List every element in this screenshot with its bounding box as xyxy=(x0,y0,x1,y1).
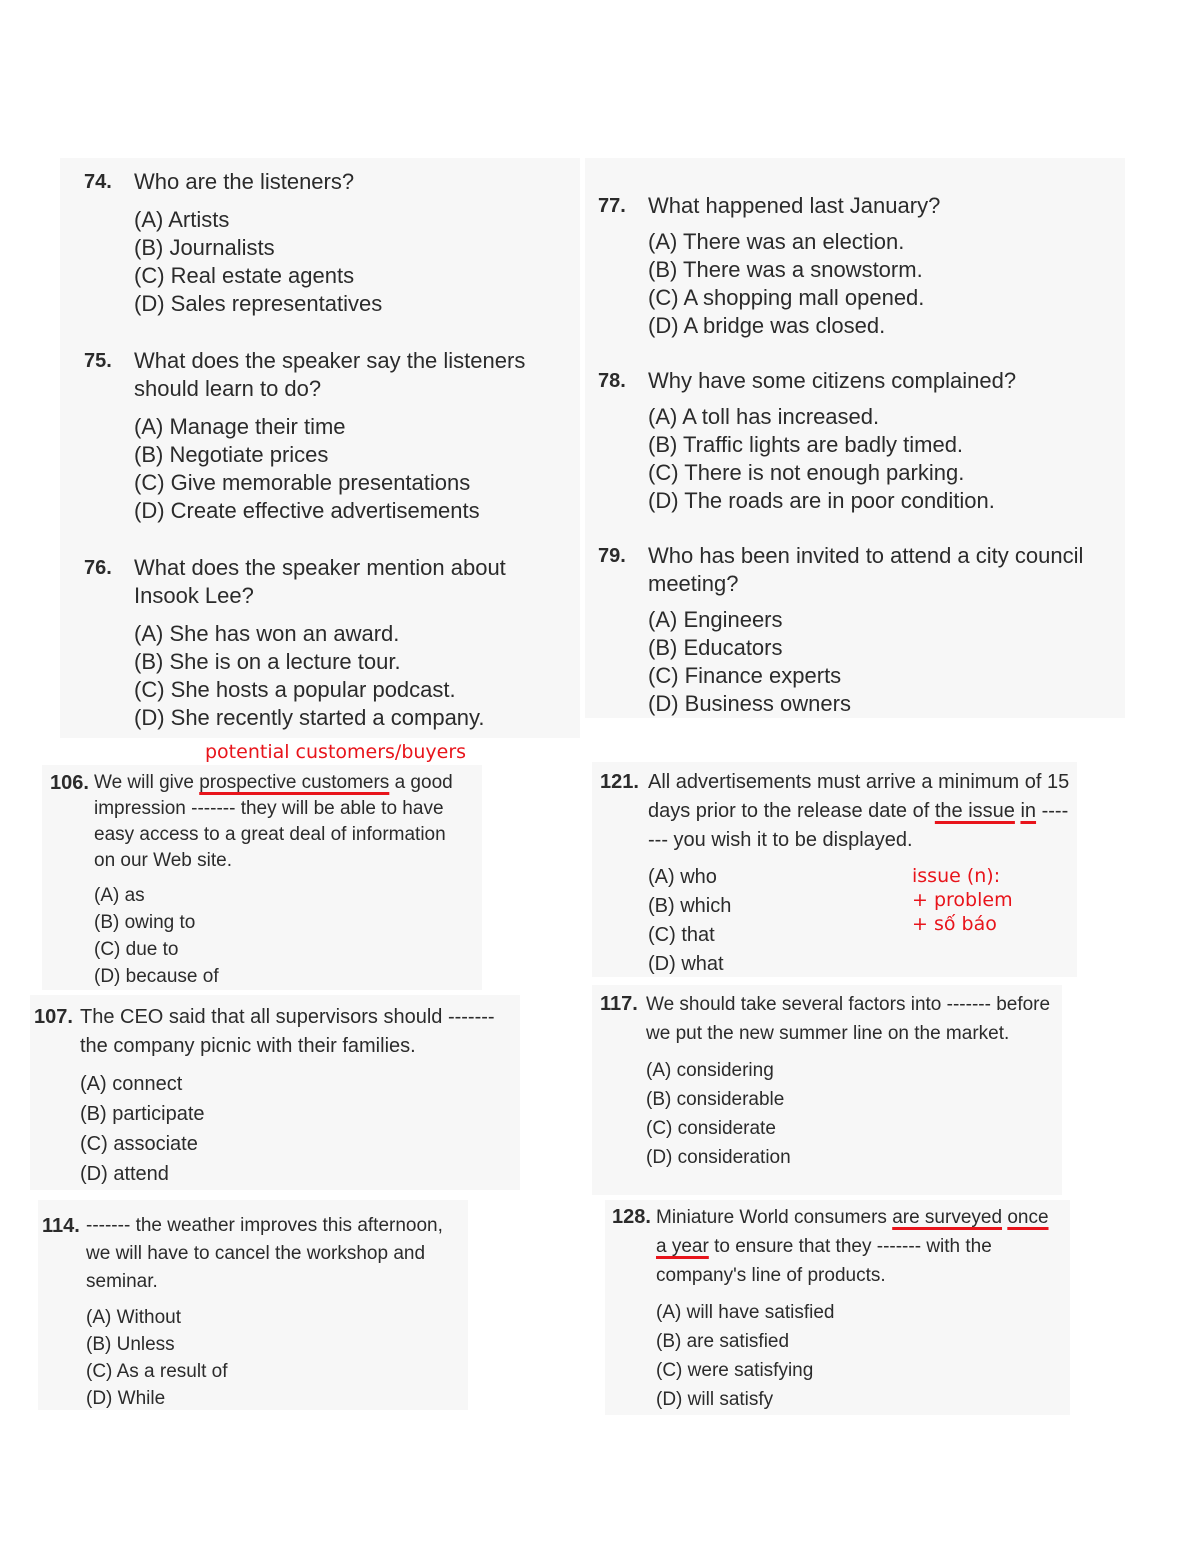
option-b: (B) participate xyxy=(80,1103,205,1125)
option-b: (B) Negotiate prices xyxy=(134,442,329,467)
option-a: (A) Manage their time xyxy=(134,414,346,439)
option-d: (D) A bridge was closed. xyxy=(648,313,886,338)
option-b: (B) She is on a lecture tour. xyxy=(134,649,401,674)
question-number: 114. xyxy=(42,1215,80,1237)
option-a: (A) who xyxy=(648,866,717,888)
option-d: (D) because of xyxy=(94,966,219,987)
option-d: (D) consideration xyxy=(646,1147,791,1168)
stem-text: We will give xyxy=(94,772,200,793)
question-number: 77. xyxy=(598,195,626,217)
question-stem: Why have some citizens complained? xyxy=(648,368,1017,393)
option-a: (A) Without xyxy=(86,1307,182,1328)
question-stem xyxy=(648,768,1070,855)
question-number: 117. xyxy=(600,993,638,1015)
question-stem: What does the speaker say the listeners should learn to do? xyxy=(134,348,526,401)
underlined-phrase: prospective customers xyxy=(199,772,390,793)
underlined-phrase: the issue xyxy=(934,800,1015,822)
option-a: (A) She has won an award. xyxy=(134,621,400,646)
option-b: (B) Unless xyxy=(86,1334,175,1355)
option-c: (C) There is not enough parking. xyxy=(648,460,965,485)
question-number: 107. xyxy=(34,1006,73,1028)
question-number: 106. xyxy=(50,772,89,794)
stem-text: Miniature World consumers xyxy=(656,1207,893,1228)
stem-text: a good impression ------- they will be able to have easy access to a great deal of information on our Web site. xyxy=(94,772,453,871)
option-d: (D) what xyxy=(648,953,724,975)
option-a: (A) Engineers xyxy=(648,607,783,632)
question-number: 74. xyxy=(84,171,112,193)
option-a: (A) There was an election. xyxy=(648,229,905,254)
question-stem: We should take several factors into ------- before we put the new summer line on the market. xyxy=(646,994,1051,1044)
question-stem: What happened last January? xyxy=(648,193,941,218)
option-d: (D) She recently started a company. xyxy=(134,705,485,730)
question-number: 128. xyxy=(612,1206,651,1228)
option-c: (C) due to xyxy=(94,939,179,960)
option-a: (A) Artists xyxy=(134,207,230,232)
option-d: (D) attend xyxy=(80,1163,169,1185)
option-c: (C) As a result of xyxy=(86,1361,228,1382)
question-79 xyxy=(598,542,1118,718)
stem-text: ------- you wish it to be displayed. xyxy=(648,800,1069,851)
underlined-phrase: are surveyed xyxy=(892,1207,1003,1228)
question-114 xyxy=(42,1212,462,1412)
option-a: (A) will have satisfied xyxy=(656,1302,835,1323)
question-number: 75. xyxy=(84,350,112,372)
question-stem: Who are the listeners? xyxy=(134,169,355,194)
question-stem xyxy=(94,770,470,874)
option-c: (C) that xyxy=(648,924,715,946)
underlined-phrase: once a year xyxy=(656,1207,1049,1257)
underlined-phrase: in xyxy=(1020,800,1037,822)
option-d: (D) will satisfy xyxy=(656,1389,774,1410)
option-a: (A) connect xyxy=(80,1073,183,1095)
option-d: (D) Create effective advertisements xyxy=(134,498,480,523)
question-number: 78. xyxy=(598,370,626,392)
option-c: (C) A shopping mall opened. xyxy=(648,285,925,310)
annotation-note-106: potential customers/buyers xyxy=(205,741,467,763)
question-75 xyxy=(84,347,564,525)
question-74 xyxy=(84,168,554,318)
option-b: (B) Educators xyxy=(648,635,783,660)
stem-text: All advertisements must arrive a minimum of 15 days prior to the release date of xyxy=(648,771,1070,822)
option-b: (B) are satisfied xyxy=(656,1331,790,1352)
question-stem: The CEO said that all supervisors should ------- the company picnic with their families. xyxy=(80,1006,495,1057)
question-stem: ------- the weather improves this afternoon, we will have to cancel the workshop and seminar. xyxy=(86,1215,443,1292)
question-117 xyxy=(600,990,1060,1172)
option-b: (B) which xyxy=(648,895,732,917)
option-c: (C) considerate xyxy=(646,1118,776,1139)
annotation-line: + số báo xyxy=(912,913,997,935)
question-stem: Who has been invited to attend a city council meeting? xyxy=(648,543,1084,596)
question-stem: What does the speaker mention about Insook Lee? xyxy=(134,555,506,608)
option-c: (C) associate xyxy=(80,1133,198,1155)
question-106 xyxy=(50,770,470,990)
option-d: (D) Business owners xyxy=(648,691,851,716)
question-number: 76. xyxy=(84,557,112,579)
option-b: (B) considerable xyxy=(646,1089,785,1110)
annotation-note-121 xyxy=(912,864,1013,936)
question-number: 121. xyxy=(600,771,639,793)
option-d: (D) The roads are in poor condition. xyxy=(648,488,995,513)
option-b: (B) owing to xyxy=(94,912,196,933)
question-stem xyxy=(656,1203,1062,1290)
option-d: (D) While xyxy=(86,1388,166,1409)
question-128 xyxy=(612,1203,1062,1414)
option-c: (C) Real estate agents xyxy=(134,263,355,288)
option-c: (C) were satisfying xyxy=(656,1360,814,1381)
option-b: (B) There was a snowstorm. xyxy=(648,257,923,282)
option-c: (C) She hosts a popular podcast. xyxy=(134,677,456,702)
option-c: (C) Finance experts xyxy=(648,663,842,688)
question-77 xyxy=(598,192,1098,340)
option-d: (D) Sales representatives xyxy=(134,291,383,316)
option-b: (B) Traffic lights are badly timed. xyxy=(648,432,964,457)
option-c: (C) Give memorable presentations xyxy=(134,470,471,495)
question-107 xyxy=(34,1003,514,1189)
option-b: (B) Journalists xyxy=(134,235,275,260)
option-a: (A) considering xyxy=(646,1060,774,1081)
option-a: (A) A toll has increased. xyxy=(648,404,880,429)
annotation-title: issue (n): xyxy=(912,865,1001,887)
annotation-line: + problem xyxy=(912,889,1013,911)
question-76 xyxy=(84,554,554,732)
stem-text: to ensure that they ------- with the company's line of products. xyxy=(656,1236,992,1286)
question-78 xyxy=(598,367,1108,515)
option-a: (A) as xyxy=(94,885,145,906)
question-number: 79. xyxy=(598,545,626,567)
